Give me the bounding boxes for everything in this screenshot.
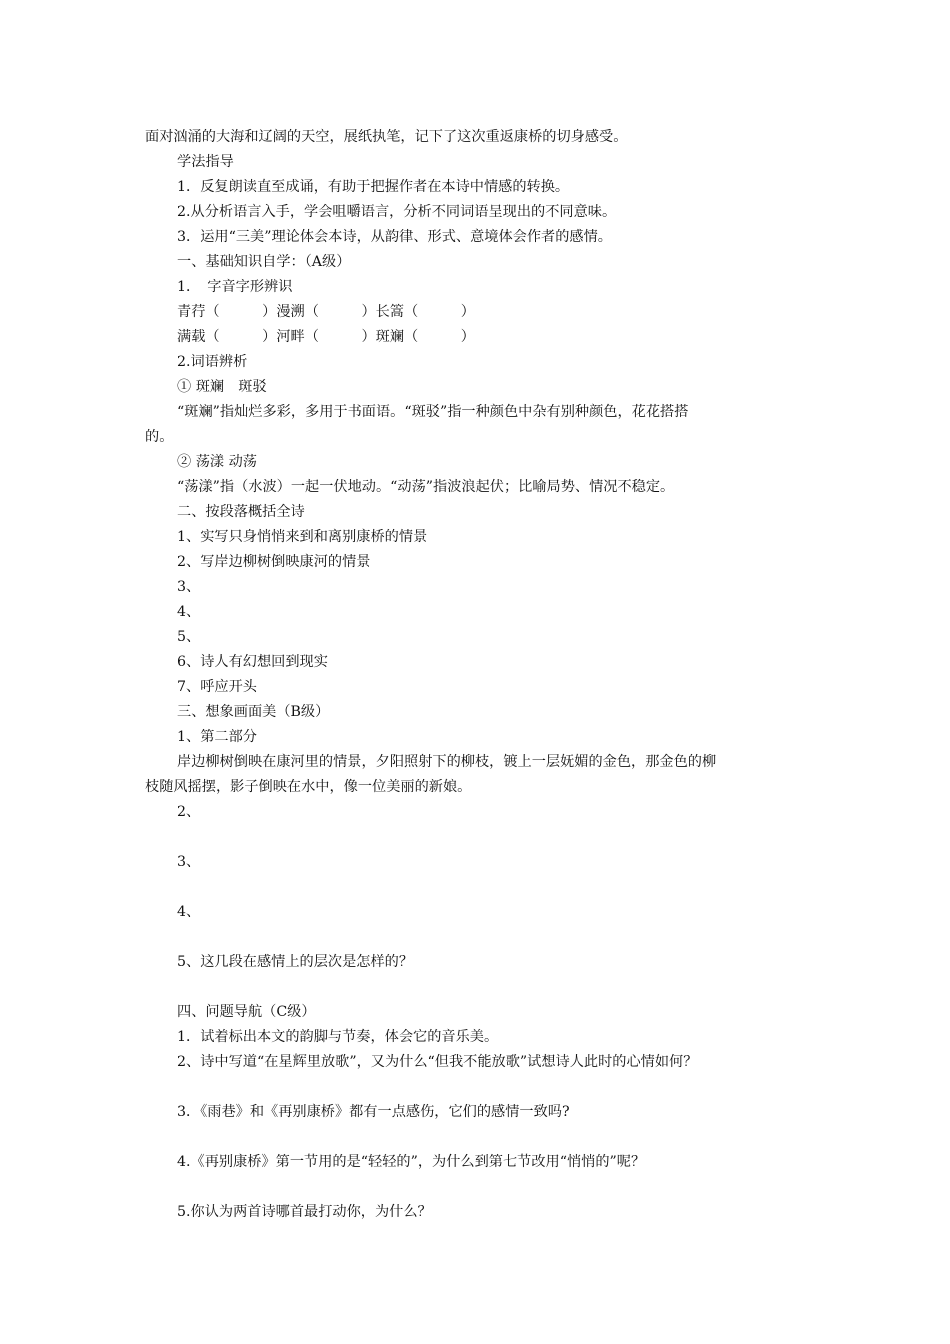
text-line: 2.从分析语言入手，学会咀嚼语言，分析不同词语呈现出的不同意味。 — [177, 204, 617, 220]
text-line: 1、实写只身悄悄来到和离别康桥的情景 — [177, 529, 428, 545]
text-line: 3、 — [177, 854, 201, 870]
section-heading: 二、按段落概括全诗 — [177, 504, 305, 520]
text-line: 5、这几段在感情上的层次是怎样的？ — [177, 954, 414, 970]
text-line: 2、诗中写道“在星辉里放歌”，又为什么“但我不能放歌”试想诗人此时的心情如何？ — [177, 1054, 698, 1070]
text-line: 1．反复朗读直至成诵，有助于把握作者在本诗中情感的转换。 — [177, 179, 570, 195]
text-line: 岸边柳树倒映在康河里的情景，夕阳照射下的柳枝，镀上一层妩媚的金色，那金色的柳 — [177, 754, 717, 770]
text-line: 2、写岸边柳树倒映康河的情景 — [177, 554, 371, 570]
section-heading: 三、想象画面美（B级） — [177, 704, 330, 720]
text-line: 5.你认为两首诗哪首最打动你，为什么？ — [177, 1204, 432, 1220]
text-line: 7、呼应开头 — [177, 679, 257, 695]
text-line: 2、 — [177, 804, 201, 820]
text-line: 3．《雨巷》和《再别康桥》都有一点感伤，它们的感情一致吗? — [177, 1104, 570, 1120]
text-line: 面对汹涌的大海和辽阔的天空，展纸执笔，记下了这次重返康桥的切身感受。 — [145, 129, 628, 145]
text-line: 青荇（ ）漫溯（ ）长篙（ ） — [177, 304, 475, 320]
section-heading: 学法指导 — [177, 154, 234, 170]
text-line: 6、诗人有幻想回到现实 — [177, 654, 328, 670]
text-line: 3．运用“三美”理论体会本诗，从韵律、形式、意境体会作者的感情。 — [177, 229, 612, 245]
text-line: 4、 — [177, 604, 201, 620]
text-line: ① 斑斓 斑驳 — [177, 379, 267, 395]
text-line: ② 荡漾 动荡 — [177, 454, 257, 470]
text-line: 1．试着标出本文的韵脚与节奏，体会它的音乐美。 — [177, 1029, 499, 1045]
section-heading: 四、问题导航（C级） — [177, 1004, 316, 1020]
section-heading: 一、基础知识自学：（A级） — [177, 254, 351, 270]
text-line: 3、 — [177, 579, 201, 595]
text-line: 1、第二部分 — [177, 729, 257, 745]
text-line: 4、 — [177, 904, 201, 920]
text-line: 5、 — [177, 629, 201, 645]
text-line: “斑斓”指灿烂多彩，多用于书面语。“斑驳”指一种颜色中杂有别种颜色，花花搭搭 — [177, 404, 689, 420]
text-line: 满载（ ）河畔（ ）斑斓（ ） — [177, 329, 475, 345]
text-line: 2.词语辨析 — [177, 354, 248, 370]
text-line: “荡漾”指（水波）一起一伏地动。“动荡”指波浪起伏；比喻局势、情况不稳定。 — [177, 479, 675, 495]
text-line: 1． 字音字形辨识 — [177, 279, 293, 295]
text-line: 4.《再别康桥》第一节用的是“轻轻的”，为什么到第七节改用“悄悄的”呢？ — [177, 1154, 646, 1170]
text-line: 枝随风摇摆，影子倒映在水中，像一位美丽的新娘。 — [145, 779, 472, 795]
text-line: 的。 — [145, 429, 174, 445]
